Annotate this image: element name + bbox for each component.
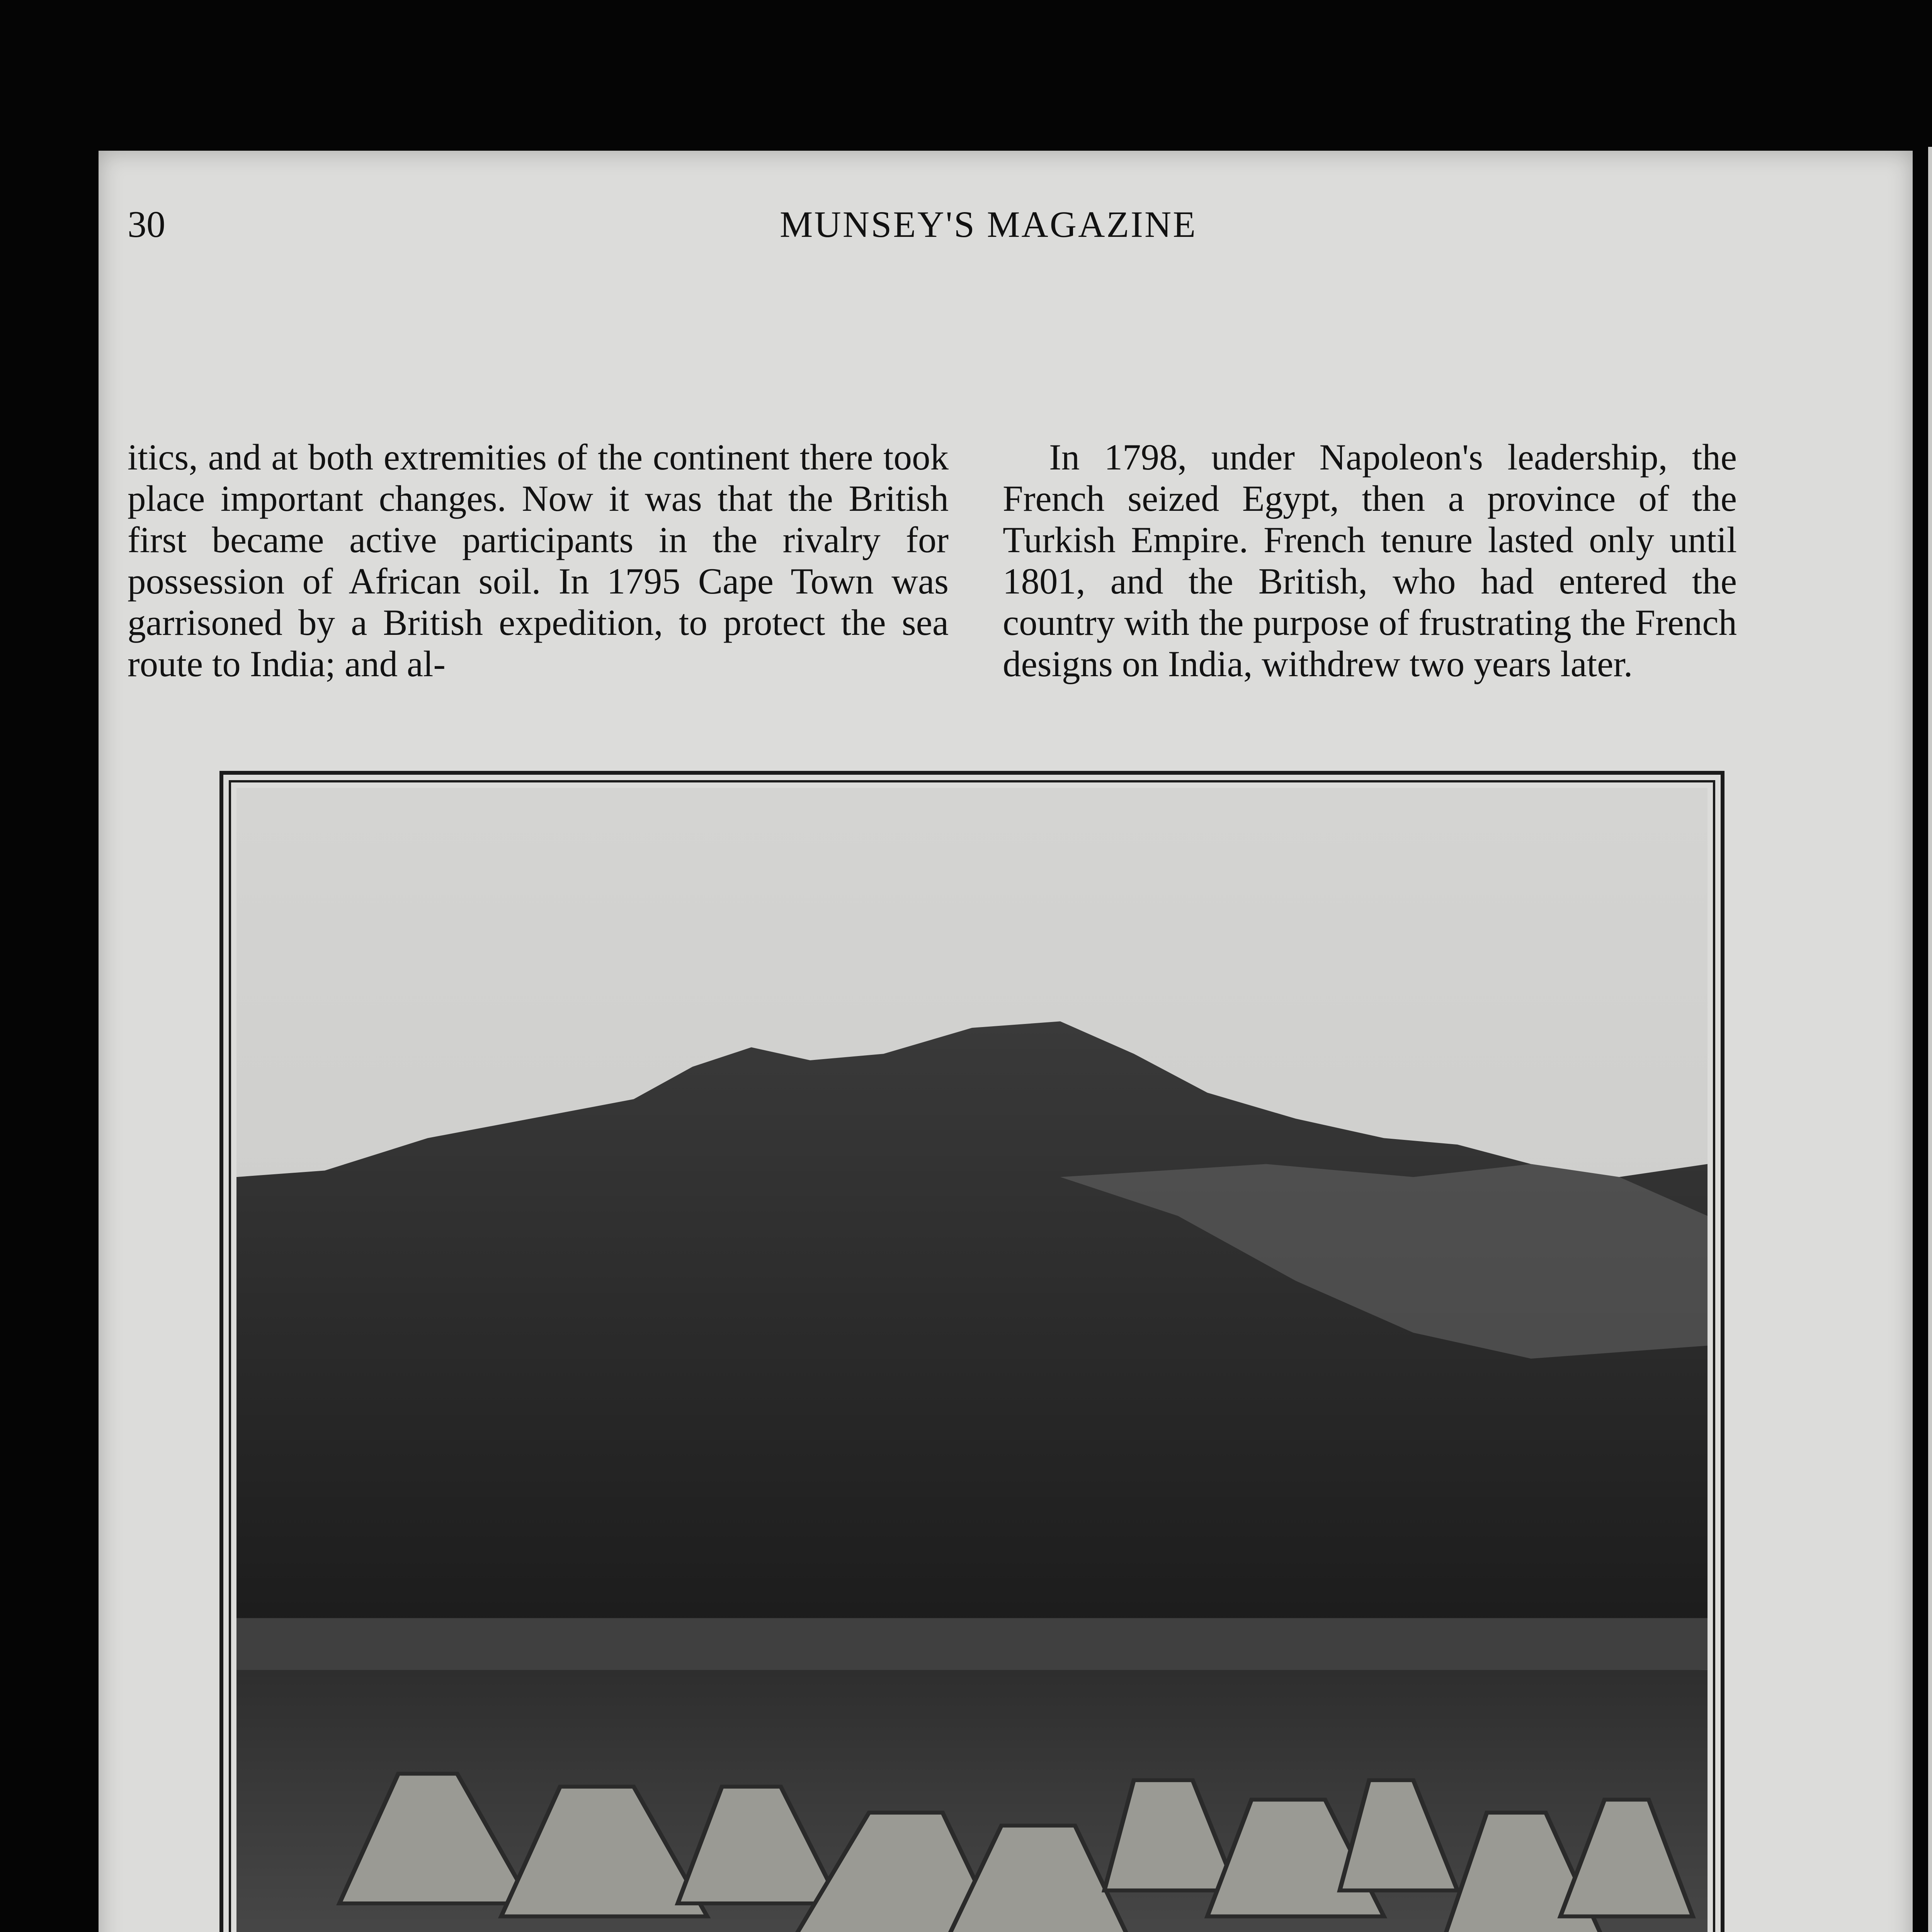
photo-inner-border bbox=[229, 780, 1715, 1932]
adjacent-page-edge bbox=[1928, 147, 1932, 1932]
paragraph: In 1798, under Napoleon's leadership, the French seized Egypt, then a province of the Turkish Empire. French tenure lasted only until 1801, and the British, who had entered the country with the purpose of frustrating the French designs on India, withdrew two years later. bbox=[1003, 437, 1737, 684]
photo-frame bbox=[219, 771, 1725, 1932]
paragraph: itics, and at both extremities of the continent there took place important changes. Now it was that the British first became active participants in the rivalry for possession of African soil. In 1795 Cape Town was garrisoned by a British expedition, to protect the sea route to India; and al- bbox=[128, 437, 949, 684]
page-number: 30 bbox=[128, 204, 165, 245]
landscape-illustration bbox=[236, 788, 1708, 1932]
wheat-harvest-photo bbox=[236, 788, 1708, 1932]
running-head: MUNSEY'S MAGAZINE bbox=[780, 204, 1197, 245]
top-right-column bbox=[1003, 437, 1737, 685]
top-left-column bbox=[128, 437, 949, 685]
